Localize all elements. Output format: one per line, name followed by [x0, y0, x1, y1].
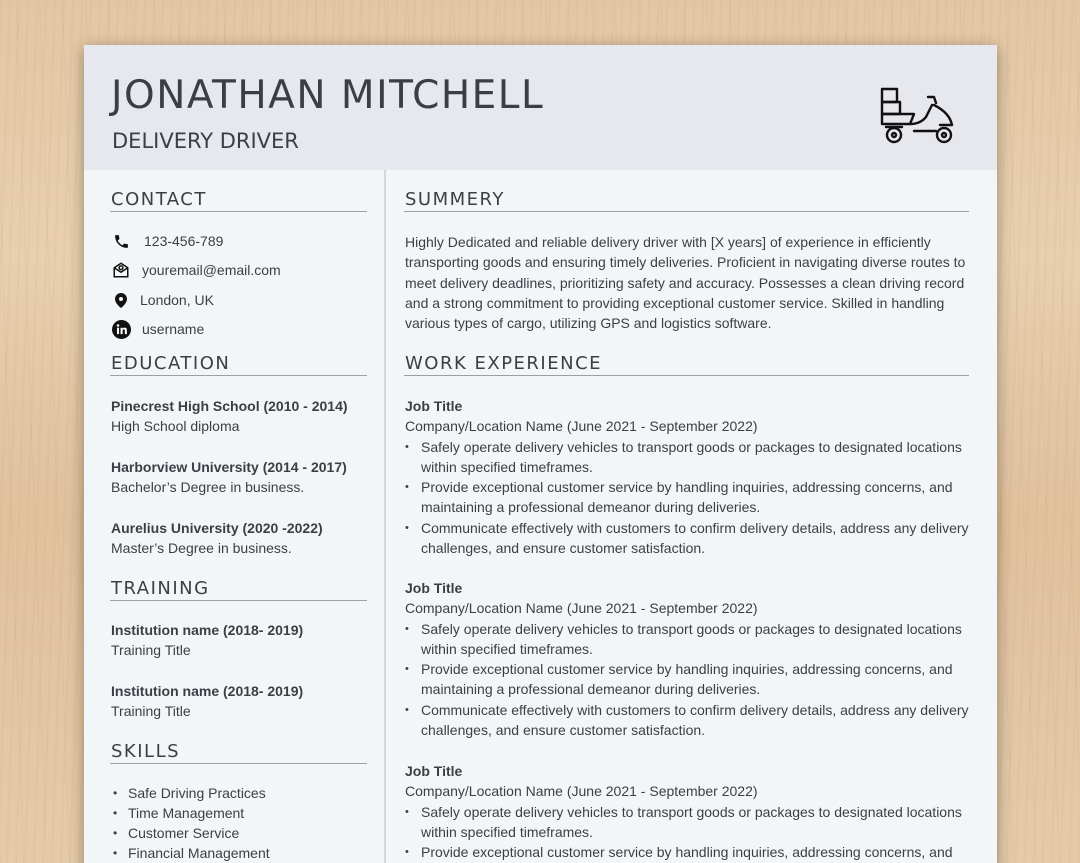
training-item	[111, 681, 303, 721]
training-institution: Institution name (2018- 2019)	[111, 622, 304, 638]
scooter-icon	[880, 87, 958, 149]
contact-phone	[111, 231, 223, 251]
location-text: London, UK	[140, 292, 214, 308]
job-bullets	[405, 437, 975, 559]
contact-email	[111, 260, 281, 280]
education-heading: EDUCATION	[111, 353, 231, 374]
candidate-name: JONATHAN MITCHELL	[111, 73, 545, 118]
training-institution: Institution name (2018- 2019)	[111, 683, 304, 699]
contact-linkedin	[111, 319, 204, 339]
job-company: Company/Location Name (June 2021 - September 2022)	[405, 418, 758, 435]
contact-heading: CONTACT	[111, 189, 207, 210]
work-rule	[404, 375, 969, 376]
contact-location	[111, 290, 214, 310]
skill-item: • Time Management	[111, 803, 270, 823]
email-text[interactable]: youremail@email.com	[142, 262, 281, 278]
job-bullet: • Provide exceptional customer service by handling inquiries, addressing concerns, and maintaining a professional demeanor during deliveries.	[405, 477, 975, 518]
summary-rule	[404, 211, 969, 212]
training-heading: TRAINING	[111, 578, 210, 599]
skills-rule	[110, 763, 367, 764]
column-divider	[384, 170, 386, 863]
job-bullet: • Safely operate delivery vehicles to transport goods or packages to designated locations within specified timeframes.	[405, 619, 975, 660]
education-item	[111, 518, 323, 558]
contact-rule	[110, 211, 367, 212]
skill-item: • Customer Service	[111, 823, 270, 843]
job-bullet: • Provide exceptional customer service by handling inquiries, addressing concerns, and maintaining a professional demeanor during deliveries.	[405, 659, 975, 700]
location-pin-icon	[111, 290, 131, 310]
education-school: Pinecrest High School (2010 - 2014)	[111, 398, 348, 414]
job-title: Job Title	[405, 763, 463, 779]
skills-list	[111, 783, 270, 863]
education-degree: Bachelor’s Degree in business.	[111, 479, 305, 495]
resume-header	[84, 45, 997, 170]
resume-page	[84, 45, 997, 863]
phone-icon	[111, 231, 131, 251]
summary-text: Highly Dedicated and reliable delivery driver with [X years] of experience in efficiently transporting goods and ensuring timely deliveries. Proficient in navigating diverse routes to meet delivery deadlines, prioritizing safety and accuracy. Possesses a clean driving record and a strong commitment to providing exceptional customer service. Skilled in handling various types of cargo, utilizing GPS and logistics software.	[405, 234, 966, 332]
training-rule	[110, 600, 367, 601]
education-school: Harborview University (2014 - 2017)	[111, 459, 347, 475]
job-title: Job Title	[405, 398, 463, 414]
education-school: Aurelius University (2020 -2022)	[111, 520, 323, 536]
training-item	[111, 620, 303, 660]
job-bullet: • Safely operate delivery vehicles to transport goods or packages to designated locations within specified timeframes.	[405, 437, 975, 478]
skill-item: • Financial Management	[111, 843, 270, 863]
education-item	[111, 396, 348, 436]
email-icon	[111, 260, 131, 280]
job-company: Company/Location Name (June 2021 - September 2022)	[405, 600, 758, 617]
linkedin-text[interactable]: username	[142, 321, 205, 337]
job-bullets	[405, 619, 975, 741]
summary-heading: SUMMERY	[405, 189, 505, 210]
job-bullet: • Safely operate delivery vehicles to transport goods or packages to designated locations within specified timeframes.	[405, 802, 975, 843]
education-item	[111, 457, 347, 497]
training-title: Training Title	[111, 703, 191, 719]
job-company: Company/Location Name (June 2021 - September 2022)	[405, 783, 758, 800]
phone-text: 123-456-789	[144, 233, 224, 249]
education-degree: High School diploma	[111, 418, 240, 434]
linkedin-icon	[111, 319, 131, 339]
job-entry	[405, 396, 975, 558]
education-rule	[110, 375, 367, 376]
job-bullet: • Communicate effectively with customers to confirm delivery details, address any delivery challenges, and ensure customer satisfaction.	[405, 700, 975, 741]
job-bullet: • Provide exceptional customer service by handling inquiries, addressing concerns, and	[405, 842, 975, 862]
job-bullet: • Communicate effectively with customers to confirm delivery details, address any delivery challenges, and ensure customer satisfaction.	[405, 518, 975, 559]
education-degree: Master’s Degree in business.	[111, 540, 292, 556]
job-entry	[405, 761, 975, 862]
job-bullets	[405, 802, 975, 863]
skill-item: • Safe Driving Practices	[111, 783, 270, 803]
job-entry	[405, 578, 975, 740]
candidate-role: DELIVERY DRIVER	[112, 129, 299, 153]
training-title: Training Title	[111, 642, 191, 658]
skills-heading: SKILLS	[111, 741, 181, 762]
job-title: Job Title	[405, 580, 463, 596]
work-heading: WORK EXPERIENCE	[405, 353, 603, 374]
